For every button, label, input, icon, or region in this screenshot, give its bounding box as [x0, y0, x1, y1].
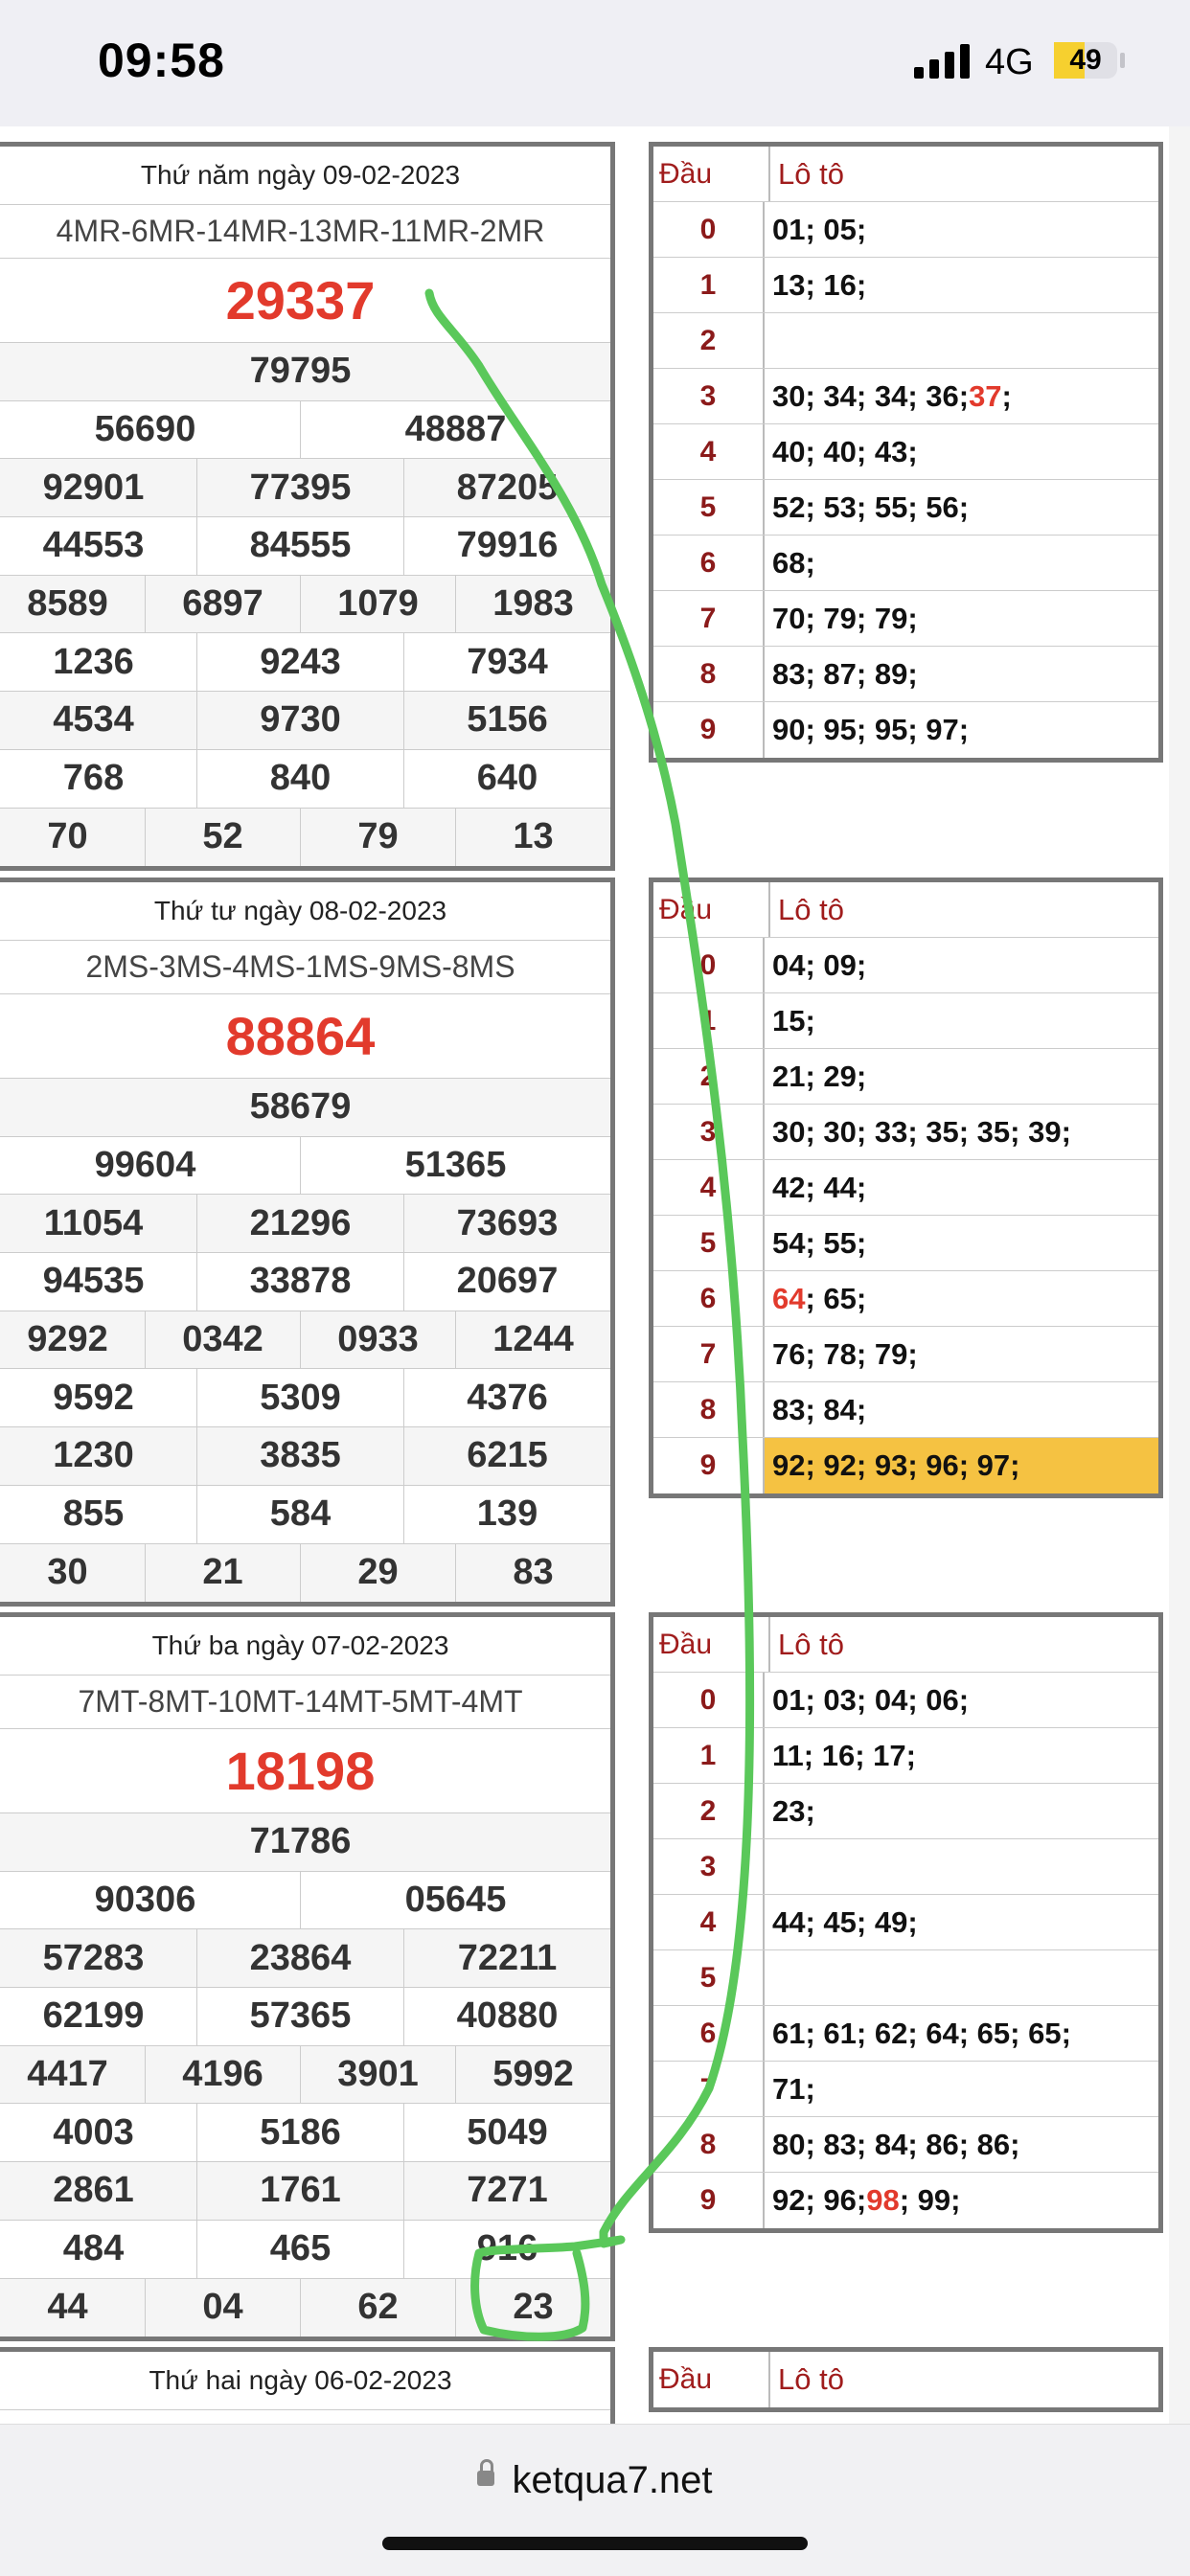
loto-header-loto: Lô tô: [778, 2362, 844, 2396]
loto-number-text: 30; 34; 34; 36;: [772, 378, 970, 413]
loto-values: [765, 1105, 1158, 1159]
prize-number: 70: [47, 816, 88, 857]
loto-number-text: 04; 09;: [772, 947, 867, 982]
loto-number-text: ; 65;: [805, 1281, 867, 1315]
loto-values: [765, 1327, 1158, 1381]
loto-values: [765, 1271, 1158, 1326]
prize-row: [0, 1813, 610, 1872]
loto-row: [653, 2062, 1158, 2117]
loto-dau: 6: [653, 536, 765, 590]
loto-dau: 5: [653, 1950, 765, 2005]
loto-number-text: ; 99;: [899, 2183, 961, 2217]
prize-number: 57283: [42, 1937, 145, 1978]
url-text: ketqua7.net: [512, 2459, 713, 2501]
loto-dau: 2: [653, 313, 765, 368]
web-content[interactable]: [0, 126, 1190, 2424]
loto-table: [649, 878, 1163, 1498]
loto-number-text: 76; 78; 79;: [772, 1336, 918, 1371]
status-bar: [0, 0, 1190, 126]
prize-row: [0, 1929, 610, 1988]
loto-dau: 3: [653, 1839, 765, 1894]
loto-number-text: 40; 40; 43;: [772, 434, 918, 468]
prize-number: 23: [455, 2279, 610, 2337]
loto-header-row: [653, 2352, 1158, 2407]
prize-number: 1236: [53, 641, 134, 682]
loto-special-number: 98: [866, 2183, 900, 2217]
loto-values: [765, 1895, 1158, 1949]
loto-row: [653, 702, 1158, 758]
special-prize-number: 29337: [225, 270, 376, 331]
loto-row: [653, 1950, 1158, 2006]
prize-number: 04: [145, 2279, 300, 2337]
prize-number: 9730: [196, 692, 403, 749]
loto-values: [765, 2006, 1158, 2061]
loto-number-text: 11; 16; 17;: [772, 1738, 916, 1772]
loto-values: [765, 1839, 1158, 1894]
prize-row: [0, 2162, 610, 2221]
loto-number-text: 71;: [772, 2071, 815, 2106]
result-table: [0, 142, 615, 871]
loto-dau: 5: [653, 480, 765, 535]
battery-percent: 49: [1069, 44, 1102, 76]
result-date-header: [0, 882, 610, 941]
loto-row: [653, 1160, 1158, 1216]
prize-number: 21: [145, 1544, 300, 1603]
loto-number-text: 92; 92; 93; 96; 97;: [772, 1448, 1020, 1482]
prize-number: 62: [300, 2279, 455, 2337]
loto-values: [765, 938, 1158, 992]
loto-table: [649, 1612, 1163, 2233]
loto-number-text: 13; 16;: [772, 267, 867, 302]
loto-number-text: 15;: [772, 1003, 815, 1037]
loto-number-text: 68;: [772, 545, 815, 580]
prize-row: [0, 1253, 610, 1311]
loto-row: [653, 258, 1158, 313]
loto-values: [765, 1673, 1158, 1727]
prize-number: 13: [455, 809, 610, 867]
loto-number-text: 90; 95; 95; 97;: [772, 713, 970, 746]
prize-number: 4003: [53, 2111, 134, 2153]
prize-number: 1079: [300, 576, 455, 633]
prize-number: 92901: [42, 467, 145, 508]
prize-row: [0, 459, 610, 517]
loto-dau: 0: [653, 1673, 765, 1727]
prize-number: 4376: [403, 1369, 610, 1426]
prize-row: [0, 343, 610, 401]
loto-values: [765, 1160, 1158, 1215]
special-prize-row: [0, 1729, 610, 1813]
result-date-text: Thứ tư ngày 08-02-2023: [153, 896, 447, 925]
prize-number: 20697: [403, 1253, 610, 1311]
result-date-text: Thứ ba ngày 07-02-2023: [151, 1630, 449, 1660]
loto-values: [765, 1784, 1158, 1838]
loto-dau: 0: [653, 938, 765, 992]
loto-row: [653, 993, 1158, 1049]
prize-number: 84555: [196, 517, 403, 575]
loto-number-text: 61; 61; 62; 64; 65; 65;: [772, 2016, 1071, 2050]
loto-row: [653, 1728, 1158, 1784]
loto-values: [765, 480, 1158, 535]
loto-row: [653, 1895, 1158, 1950]
loto-number-text: 92; 96;: [772, 2183, 867, 2217]
result-date-text: Thứ hai ngày 06-02-2023: [149, 2365, 452, 2395]
result-date-header: [0, 1617, 610, 1676]
loto-row: [653, 1049, 1158, 1105]
prize-number: 05645: [300, 1872, 610, 1929]
loto-values: [765, 1950, 1158, 2005]
prize-number: 139: [403, 1486, 610, 1543]
loto-dau: 8: [653, 1382, 765, 1437]
prize-row: [0, 633, 610, 692]
prize-number: 4534: [53, 699, 134, 741]
loto-row: [653, 480, 1158, 536]
special-prize-row: [0, 259, 610, 343]
lock-icon: [477, 2471, 494, 2486]
prize-row: [0, 2104, 610, 2162]
prize-number: 4417: [27, 2054, 108, 2095]
url-bar[interactable]: [0, 2459, 1190, 2502]
result-codes-text: 7MT-8MT-10MT-14MT-5MT-4MT: [78, 1684, 523, 1719]
prize-number: 465: [196, 2221, 403, 2278]
prize-number: 58679: [249, 1086, 352, 1128]
loto-values: [765, 993, 1158, 1048]
loto-dau: 3: [653, 1105, 765, 1159]
loto-row: [653, 2006, 1158, 2062]
result-codes-row: [0, 1676, 610, 1729]
prize-row: [0, 576, 610, 634]
prize-number: 8589: [27, 583, 108, 625]
prize-number: 9292: [27, 1319, 108, 1360]
loto-number-text: 01; 05;: [772, 212, 867, 246]
prize-number: 99604: [94, 1145, 196, 1186]
prize-number: 56690: [94, 409, 196, 450]
prize-row: [0, 2046, 610, 2105]
prize-number: 79: [300, 809, 455, 867]
prize-number: 768: [62, 758, 125, 799]
loto-row: [653, 369, 1158, 424]
loto-number-text: 83; 87; 89;: [772, 656, 918, 691]
loto-dau: 9: [653, 2173, 765, 2228]
prize-number: 51365: [300, 1137, 610, 1195]
prize-number: 6215: [403, 1427, 610, 1485]
loto-dau: 1: [653, 1728, 765, 1783]
prize-number: 855: [62, 1493, 125, 1535]
loto-values: [765, 313, 1158, 368]
prize-number: 48887: [300, 401, 610, 459]
prize-number: 1244: [455, 1311, 610, 1369]
loto-values: [765, 424, 1158, 479]
loto-header-dau: Đầu: [653, 2352, 770, 2407]
result-date-text: Thứ năm ngày 09-02-2023: [140, 160, 461, 190]
prize-number: 71786: [249, 1821, 352, 1862]
prize-number: 0342: [145, 1311, 300, 1369]
loto-header-loto: Lô tô: [778, 892, 844, 926]
loto-table: [649, 142, 1163, 763]
loto-dau: 2: [653, 1784, 765, 1838]
network-type: 4G: [985, 42, 1034, 82]
loto-number-text: 52; 53; 55; 56;: [772, 490, 970, 524]
loto-number-text: 30; 30; 33; 35; 35; 39;: [772, 1114, 1071, 1149]
loto-dau: 9: [653, 1438, 765, 1493]
loto-values: [765, 2173, 1158, 2228]
loto-values: [765, 1216, 1158, 1270]
loto-dau: 1: [653, 993, 765, 1048]
prize-number: 79916: [403, 517, 610, 575]
loto-dau: 9: [653, 702, 765, 758]
loto-values: [765, 2117, 1158, 2172]
prize-number: 57365: [196, 1988, 403, 2045]
prize-number: 7934: [403, 633, 610, 691]
loto-values: [765, 647, 1158, 701]
result-codes-text: 2MS-3MS-4MS-1MS-9MS-8MS: [85, 949, 515, 984]
prize-number: 1761: [196, 2162, 403, 2220]
loto-row: [653, 647, 1158, 702]
special-prize-row: [0, 994, 610, 1079]
prize-number: 9243: [196, 633, 403, 691]
loto-dau: 7: [653, 2062, 765, 2116]
loto-row: [653, 313, 1158, 369]
loto-table: [649, 2347, 1163, 2412]
prize-row: [0, 1137, 610, 1196]
loto-values: [765, 1382, 1158, 1437]
loto-dau: 3: [653, 369, 765, 423]
loto-dau: 0: [653, 202, 765, 257]
prize-number: 62199: [42, 1995, 145, 2037]
loto-row: [653, 938, 1158, 993]
loto-header-dau: Đầu: [653, 882, 770, 937]
loto-number-text: 80; 83; 84; 86; 86;: [772, 2127, 1020, 2161]
prize-number: 640: [403, 750, 610, 808]
loto-dau: 7: [653, 591, 765, 646]
loto-row: [653, 591, 1158, 647]
loto-row: [653, 1105, 1158, 1160]
prize-number: 73693: [403, 1195, 610, 1252]
prize-row: [0, 1988, 610, 2046]
loto-dau: 4: [653, 424, 765, 479]
loto-values: [765, 1438, 1158, 1493]
prize-number: 484: [62, 2228, 125, 2269]
loto-values: [765, 369, 1158, 423]
prize-row: [0, 1195, 610, 1253]
prize-number: 5156: [403, 692, 610, 749]
loto-row: [653, 1438, 1158, 1493]
loto-dau: 6: [653, 1271, 765, 1326]
prize-number: 23864: [196, 1929, 403, 1987]
result-codes-row: [0, 205, 610, 259]
prize-number: 44: [47, 2287, 88, 2328]
result-codes-row: [0, 941, 610, 994]
prize-number: 3901: [300, 2046, 455, 2104]
prize-row: [0, 1311, 610, 1370]
special-prize-number: 88864: [225, 1006, 376, 1066]
special-prize-number: 18198: [225, 1741, 376, 1801]
loto-number-text: 42; 44;: [772, 1170, 867, 1204]
prize-number: 5049: [403, 2104, 610, 2161]
status-time: 09:58: [98, 34, 225, 87]
loto-dau: 5: [653, 1216, 765, 1270]
prize-number: 1230: [53, 1435, 134, 1476]
cellular-signal-icon: [914, 44, 972, 79]
prize-number: 90306: [94, 1880, 196, 1921]
loto-number-text: 83; 84;: [772, 1392, 867, 1426]
loto-header-row: [653, 147, 1158, 202]
loto-values: [765, 1728, 1158, 1783]
loto-row: [653, 2117, 1158, 2173]
prize-number: 5186: [196, 2104, 403, 2161]
loto-number-text: 23;: [772, 1793, 815, 1828]
prize-number: 94535: [42, 1261, 145, 1302]
prize-number: 79795: [249, 351, 352, 392]
prize-number: 44553: [42, 525, 145, 566]
loto-row: [653, 1382, 1158, 1438]
prize-number: 77395: [196, 459, 403, 516]
loto-dau: 8: [653, 2117, 765, 2172]
loto-row: [653, 536, 1158, 591]
prize-number: 2861: [53, 2170, 134, 2211]
loto-header-loto: Lô tô: [778, 1627, 844, 1661]
loto-values: [765, 2062, 1158, 2116]
prize-number: 52: [145, 809, 300, 867]
prize-number: 33878: [196, 1253, 403, 1311]
prize-row: [0, 1872, 610, 1930]
loto-row: [653, 202, 1158, 258]
prize-number: 7271: [403, 2162, 610, 2220]
loto-row: [653, 1271, 1158, 1327]
prize-number: 40880: [403, 1988, 610, 2045]
loto-dau: 2: [653, 1049, 765, 1104]
loto-row: [653, 424, 1158, 480]
prize-number: 5309: [196, 1369, 403, 1426]
loto-header-dau: Đầu: [653, 1617, 770, 1672]
home-indicator[interactable]: [382, 2537, 808, 2550]
loto-row: [653, 1784, 1158, 1839]
loto-number-text: 54; 55;: [772, 1225, 867, 1260]
loto-dau: 4: [653, 1160, 765, 1215]
loto-row: [653, 2173, 1158, 2228]
prize-number: 916: [403, 2221, 610, 2278]
loto-dau: 4: [653, 1895, 765, 1949]
prize-number: 5992: [455, 2046, 610, 2104]
loto-values: [765, 202, 1158, 257]
prize-number: 29: [300, 1544, 455, 1603]
prize-row: [0, 1544, 610, 1603]
prize-number: 11054: [43, 1202, 144, 1243]
loto-number-text: 44; 45; 49;: [772, 1904, 918, 1939]
loto-values: [765, 258, 1158, 312]
loto-header-row: [653, 1617, 1158, 1673]
browser-bottom-bar: [0, 2424, 1190, 2576]
prize-row: [0, 2221, 610, 2279]
battery-tip: [1120, 53, 1125, 68]
result-codes-text: 4MR-6MR-14MR-13MR-11MR-2MR: [56, 214, 545, 248]
prize-row: [0, 809, 610, 867]
prize-number: 21296: [196, 1195, 403, 1252]
loto-number-text: 21; 29;: [772, 1059, 867, 1093]
loto-values: [765, 1049, 1158, 1104]
loto-dau: 6: [653, 2006, 765, 2061]
loto-header-row: [653, 882, 1158, 938]
prize-number: 87205: [403, 459, 610, 516]
loto-dau: 8: [653, 647, 765, 701]
prize-number: 9592: [53, 1377, 134, 1418]
prize-number: 6897: [145, 576, 300, 633]
loto-row: [653, 1216, 1158, 1271]
prize-row: [0, 1427, 610, 1486]
loto-number-text: 70; 79; 79;: [772, 601, 918, 635]
prize-row: [0, 401, 610, 460]
prize-row: [0, 1486, 610, 1544]
prize-number: 72211: [403, 1929, 610, 1987]
loto-row: [653, 1839, 1158, 1895]
loto-dau: 7: [653, 1327, 765, 1381]
prize-number: 83: [455, 1544, 610, 1603]
loto-row: [653, 1673, 1158, 1728]
loto-number-text: 01; 03; 04; 06;: [772, 1682, 970, 1717]
prize-number: 840: [196, 750, 403, 808]
prize-row: [0, 517, 610, 576]
loto-special-number: 37: [969, 378, 1002, 413]
loto-number-text: ;: [1001, 378, 1012, 413]
result-table: [0, 1612, 615, 2341]
prize-number: 30: [47, 1552, 88, 1593]
loto-values: [765, 591, 1158, 646]
prize-row: [0, 2279, 610, 2337]
result-table: [0, 878, 615, 1607]
result-date-header: [0, 2352, 610, 2410]
loto-values: [765, 536, 1158, 590]
prize-row: [0, 692, 610, 750]
loto-header-loto: Lô tô: [778, 156, 844, 191]
prize-number: 3835: [196, 1427, 403, 1485]
loto-values: [765, 702, 1158, 758]
prize-number: 1983: [455, 576, 610, 633]
result-date-header: [0, 147, 610, 205]
battery-icon: [1054, 42, 1117, 79]
prize-row: [0, 1079, 610, 1137]
loto-special-number: 64: [772, 1281, 806, 1315]
loto-dau: 1: [653, 258, 765, 312]
loto-row: [653, 1327, 1158, 1382]
prize-number: 584: [196, 1486, 403, 1543]
prize-row: [0, 750, 610, 809]
prize-number: 4196: [145, 2046, 300, 2104]
prize-row: [0, 1369, 610, 1427]
loto-header-dau: Đầu: [653, 147, 770, 201]
prize-number: 0933: [300, 1311, 455, 1369]
